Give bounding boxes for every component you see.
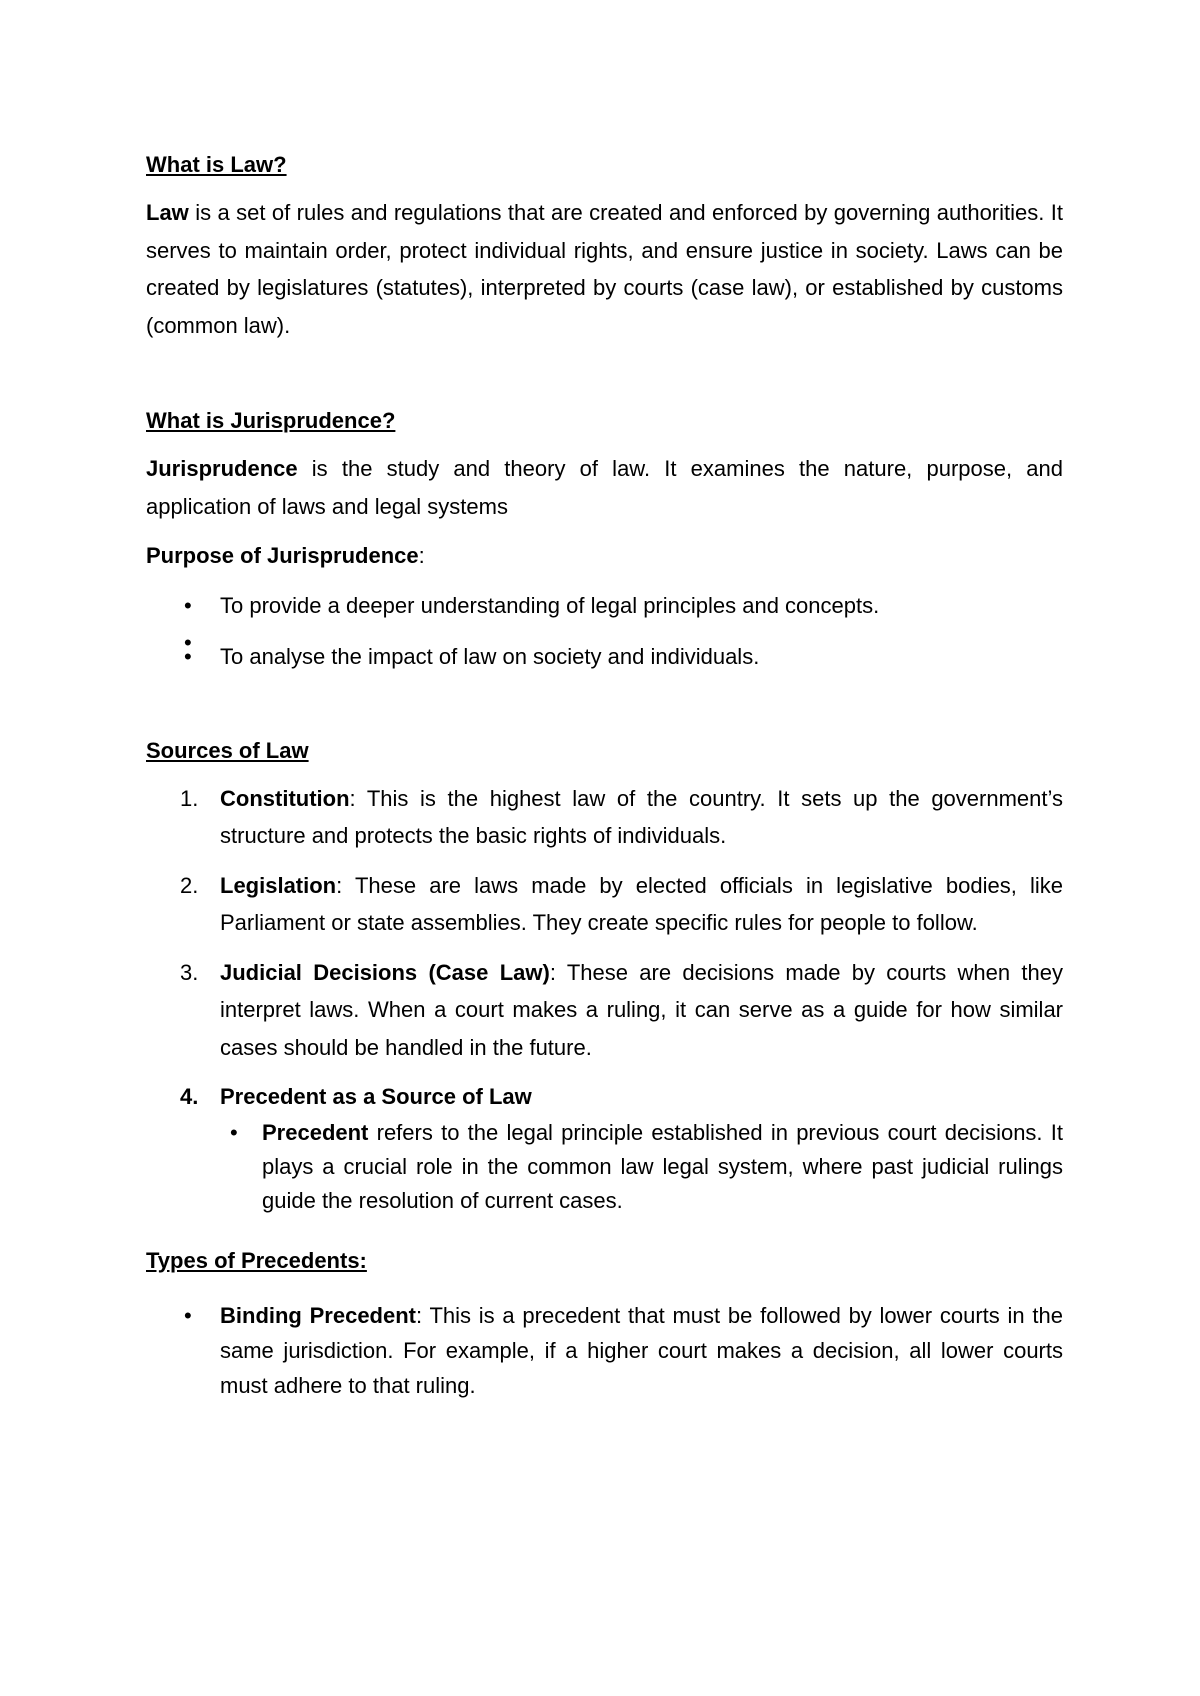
list-number: 3. [180, 959, 199, 985]
jurisprudence-definition [146, 450, 1063, 525]
list-spacer [146, 624, 1063, 638]
purpose-list [146, 587, 1063, 676]
binding-precedent-text: : This is a precedent that must be followed by lower courts in the same jurisdiction. For example, if a higher court makes a decision, all lower courts must adhere to that ruling. [220, 1302, 1063, 1398]
list-number: 1. [180, 785, 199, 811]
heading-types-of-precedents: Types of Precedents: [146, 1247, 367, 1273]
binding-precedent-term: Binding Precedent [220, 1302, 416, 1328]
source-text: : These are laws made by elected officials in legislative bodies, like Parliament or state assemblies. They create specific rules for people to follow. [220, 872, 1063, 935]
list-item [220, 1116, 1063, 1218]
heading-what-is-law: What is Law? [146, 152, 287, 177]
source-text: : This is the highest law of the country. It sets up the government’s structure and protects the basic rights of individuals. [220, 785, 1063, 848]
purpose-label [146, 537, 1063, 575]
list-spacer [146, 942, 1063, 954]
source-term: Constitution [220, 785, 350, 811]
precedent-types-list [146, 1298, 1063, 1403]
precedent-text: refers to the legal principle established in previous court decisions. It plays a crucial role in the common law legal system, where past judicial rulings guide the resolution of current cases. [262, 1119, 1063, 1213]
list-item [146, 954, 1063, 1067]
law-term: Law [146, 200, 189, 225]
law-text: is a set of rules and regulations that are created and enforced by governing authorities. It serves to maintain order, protect individual rights, and ensure justice in society. Laws can be created by legislatures (statutes), interpreted by courts (case law), or established by customs (common law). [146, 200, 1063, 338]
list-number: 4. [180, 1084, 199, 1109]
precedent-term: Precedent [262, 1119, 369, 1145]
jurisprudence-term: Jurisprudence [146, 456, 298, 481]
source-term: Judicial Decisions (Case Law) [220, 959, 550, 985]
purpose-label-text: Purpose of Jurisprudence [146, 543, 419, 568]
list-spacer [146, 855, 1063, 867]
source-term: Legislation [220, 872, 337, 898]
precedent-sublist [220, 1116, 1063, 1218]
sources-list [146, 780, 1063, 1218]
heading-what-is-jurisprudence: What is Jurisprudence? [146, 408, 396, 433]
law-definition [146, 194, 1063, 344]
list-item [146, 1298, 1063, 1403]
list-item [146, 780, 1063, 855]
list-item: • To analyse the impact of law on society and individuals. [146, 638, 1063, 676]
purpose-colon: : [418, 543, 425, 568]
list-item [146, 1078, 1063, 1218]
source-text: : These are decisions made by courts when they interpret laws. When a court makes a ruling, it can serve as a guide for how similar cases should be handled in the future. [220, 959, 1063, 1060]
list-spacer [146, 1066, 1063, 1078]
source-term: Precedent as a Source of Law [220, 1084, 532, 1109]
list-item [146, 867, 1063, 942]
list-number: 2. [180, 872, 199, 898]
jurisprudence-text: is the study and theory of law. It examines the nature, purpose, and application of laws and legal systems [146, 456, 1063, 519]
list-item: • To provide a deeper understanding of legal principles and concepts. [146, 587, 1063, 625]
heading-sources-of-law: Sources of Law [146, 737, 309, 763]
